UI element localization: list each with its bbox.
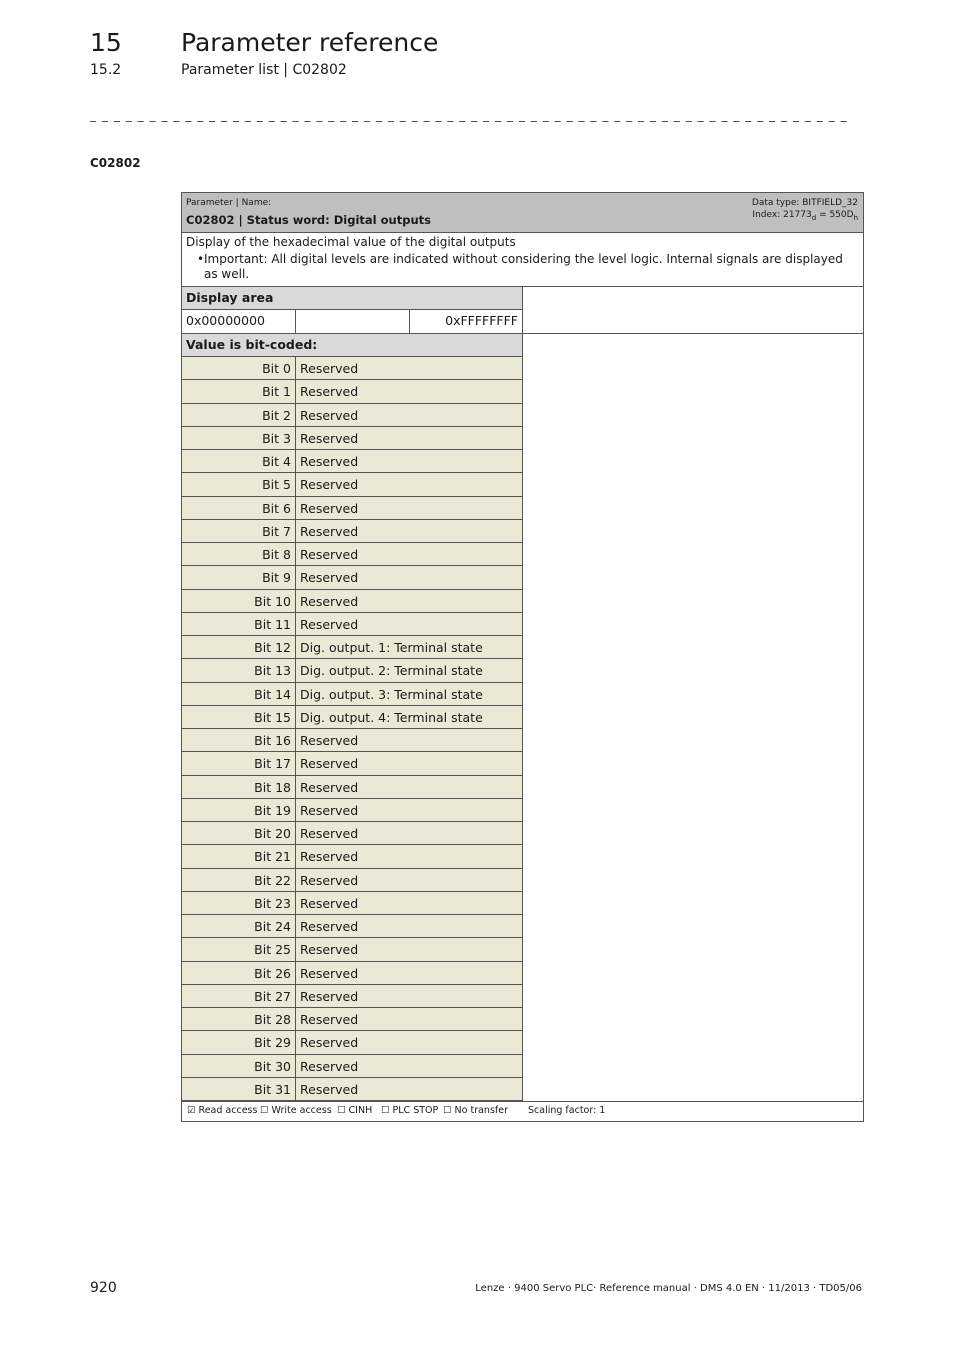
bit-description: Reserved	[296, 845, 523, 868]
bit-label: Bit 30	[182, 1055, 296, 1078]
bullet-symbol: •	[197, 252, 205, 266]
bit-description: Reserved	[296, 729, 523, 752]
bit-label: Bit 14	[182, 683, 296, 706]
parameter-name-label: Parameter | Name:	[186, 198, 272, 208]
bit-label: Bit 5	[182, 473, 296, 496]
data-type: Data type: BITFIELD_32	[751, 198, 858, 208]
bit-label: Bit 0	[182, 357, 296, 380]
bit-description: Reserved	[296, 590, 523, 613]
chapter-title: Parameter reference	[181, 28, 439, 57]
bit-label: Bit 27	[182, 985, 296, 1008]
bit-description: Reserved	[296, 752, 523, 775]
bit-label: Bit 3	[182, 427, 296, 450]
bit-label: Bit 8	[182, 543, 296, 566]
bit-description: Reserved	[296, 822, 523, 845]
bit-label: Bit 17	[182, 752, 296, 775]
no-transfer-flag: ☐ No transfer	[443, 1105, 508, 1116]
bit-label: Bit 25	[182, 938, 296, 961]
page-number: 920	[90, 1280, 117, 1296]
value-grid	[182, 287, 863, 1101]
display-area-empty	[296, 310, 410, 334]
separator-line: _ _ _ _ _ _ _ _ _ _ _ _ _ _ _ _ _ _ _ _ _ _ _ _ _ _ _ _ _ _ _ _ _ _ _ _ _ _ _ _ _ _ _ _ _ _ _ _ _ _ _ _ _ _ _ _ _ _ _ _ _ _ _ _	[90, 108, 848, 122]
bit-label: Bit 10	[182, 590, 296, 613]
bit-label: Bit 13	[182, 659, 296, 682]
bit-label: Bit 18	[182, 776, 296, 799]
bit-label: Bit 11	[182, 613, 296, 636]
bit-label: Bit 31	[182, 1078, 296, 1101]
bit-description: Reserved	[296, 915, 523, 938]
bit-label: Bit 9	[182, 566, 296, 589]
bit-label: Bit 15	[182, 706, 296, 729]
bit-description: Reserved	[296, 357, 523, 380]
bit-label: Bit 16	[182, 729, 296, 752]
bit-label: Bit 28	[182, 1008, 296, 1031]
parameter-index: Index: $21773_d = 550D_h$	[752, 210, 858, 222]
bit-description: Reserved	[296, 776, 523, 799]
bit-label: Bit 4	[182, 450, 296, 473]
bit-description: Reserved	[296, 613, 523, 636]
bit-label: Bit 20	[182, 822, 296, 845]
display-area-heading: Display area	[182, 287, 523, 310]
plc-stop-flag: ☐ PLC STOP	[381, 1105, 439, 1116]
bit-description: Dig. output. 4: Terminal state	[296, 706, 523, 729]
description-text: Display of the hexadecimal value of the digital outputs	[186, 235, 516, 249]
parameter-description	[182, 233, 863, 287]
description-bullet: Important: All digital levels are indicated without considering the level logic. Internal signals are displayed as well.	[204, 252, 843, 281]
bit-description: Reserved	[296, 473, 523, 496]
section-title: Parameter list | C02802	[181, 62, 347, 78]
chapter-number: 15	[90, 28, 122, 57]
bit-description: Reserved	[296, 1031, 523, 1054]
bit-description: Reserved	[296, 543, 523, 566]
bit-description: Reserved	[296, 1055, 523, 1078]
parameter-code-heading: C02802	[90, 156, 141, 170]
bit-label: Bit 2	[182, 404, 296, 427]
display-area-max: 0xFFFFFFFF	[410, 310, 523, 334]
bit-description: Reserved	[296, 380, 523, 403]
blank-right-top	[523, 287, 863, 334]
bit-description: Dig. output. 2: Terminal state	[296, 659, 523, 682]
bit-description: Reserved	[296, 520, 523, 543]
bit-description: Reserved	[296, 985, 523, 1008]
bit-label: Bit 1	[182, 380, 296, 403]
access-flags	[182, 1101, 863, 1121]
parameter-name: C02802 | Status word: Digital outputs	[186, 213, 431, 227]
document-reference: Lenze · 9400 Servo PLC· Reference manual · DMS 4.0 EN · 11/2013 · TD05/06	[475, 1283, 862, 1294]
bit-description: Reserved	[296, 450, 523, 473]
bit-description: Reserved	[296, 566, 523, 589]
bit-description: Dig. output. 1: Terminal state	[296, 636, 523, 659]
write-access-flag: ☐ Write access	[260, 1105, 332, 1116]
bit-label: Bit 23	[182, 892, 296, 915]
bit-label: Bit 22	[182, 869, 296, 892]
bit-description: Reserved	[296, 938, 523, 961]
bit-description: Reserved	[296, 427, 523, 450]
section-number: 15.2	[90, 62, 122, 78]
parameter-header	[182, 193, 863, 233]
bit-label: Bit 6	[182, 497, 296, 520]
parameter-table	[181, 192, 864, 1122]
display-area-min: 0x00000000	[182, 310, 296, 334]
bit-description: Reserved	[296, 1078, 523, 1101]
bit-description: Dig. output. 3: Terminal state	[296, 683, 523, 706]
bit-description: Reserved	[296, 799, 523, 822]
bit-label: Bit 26	[182, 962, 296, 985]
bit-description: Reserved	[296, 962, 523, 985]
bit-label: Bit 12	[182, 636, 296, 659]
read-access-flag: ☑ Read access	[187, 1105, 258, 1116]
bit-label: Bit 29	[182, 1031, 296, 1054]
bit-description: Reserved	[296, 892, 523, 915]
bit-description: Reserved	[296, 404, 523, 427]
scaling-factor: Scaling factor: 1	[528, 1105, 606, 1116]
bit-description: Reserved	[296, 869, 523, 892]
bit-description: Reserved	[296, 497, 523, 520]
bit-label: Bit 19	[182, 799, 296, 822]
bit-label: Bit 7	[182, 520, 296, 543]
bits-heading: Value is bit-coded:	[182, 334, 523, 357]
bit-label: Bit 21	[182, 845, 296, 868]
bit-label: Bit 24	[182, 915, 296, 938]
cinh-flag: ☐ CINH	[337, 1105, 373, 1116]
bit-description: Reserved	[296, 1008, 523, 1031]
